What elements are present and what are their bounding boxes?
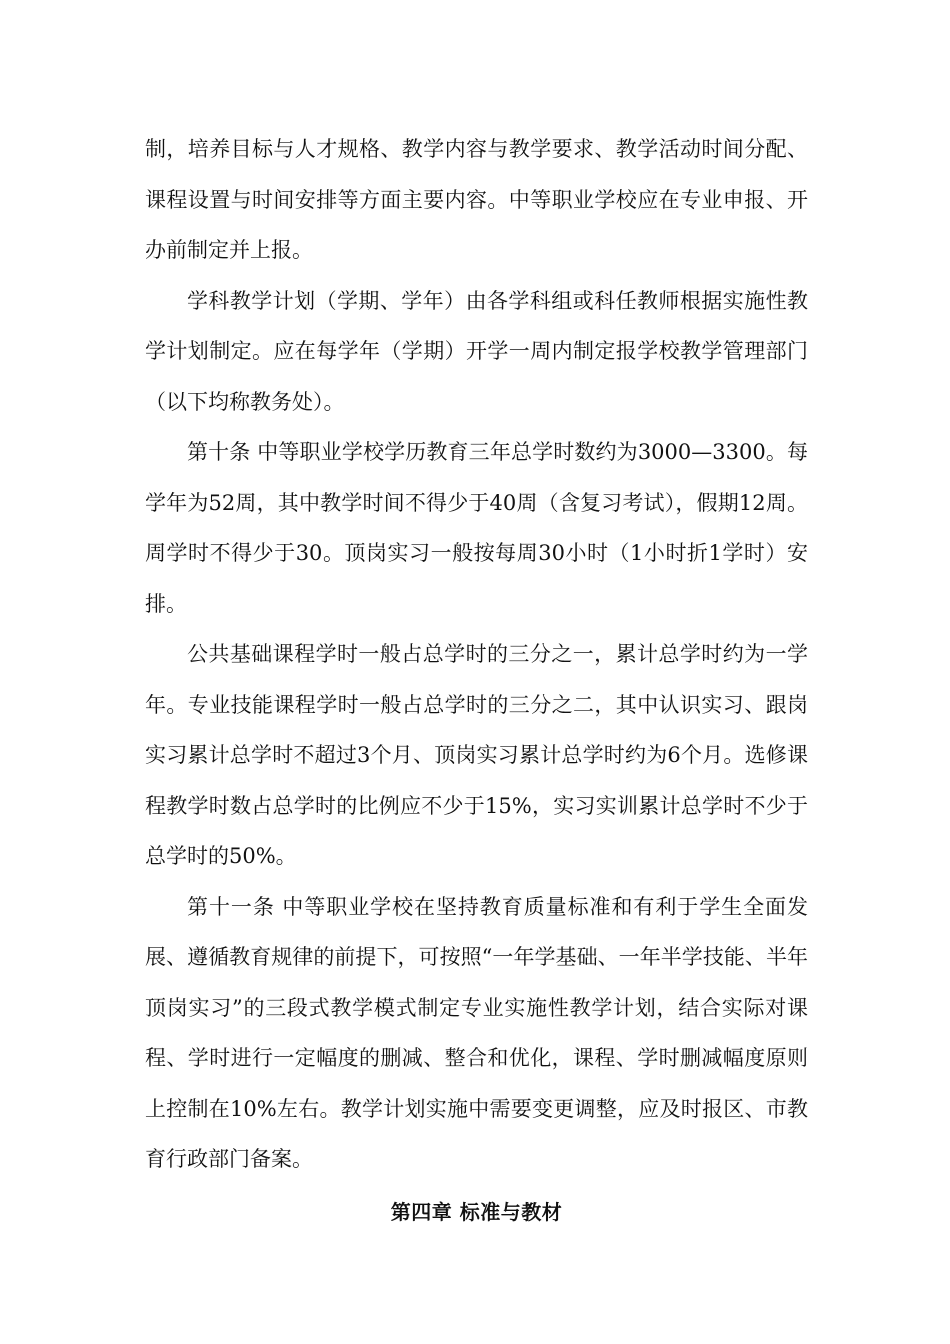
paragraph-article-11: 第十一条 中等职业学校在坚持教育质量标准和有利于学生全面发展、遵循教育规律的前提下，可按照“一年学基础、一年半学技能、半年顶岗实习”的三段式教学模式制定专业实施性教学计划，结合实际对课程、学时进行一定幅度的删减、整合和优化，课程、学时删减幅度原则上控制在10%左右。教学计划实施中需要变更调整，应及时报区、市教育行政部门备案。 xyxy=(145,894,808,1171)
chapter-heading: 第四章 标准与教材 xyxy=(390,1199,563,1224)
document-page xyxy=(145,124,808,1237)
paragraph-subject-teaching-plan: 学科教学计划（学期、学年）由各学科组或科任教师根据实施性教学计划制定。应在每学年（学期）开学一周内制定报学校教学管理部门（以下均称教务处）。 xyxy=(145,288,808,414)
paragraph-course-hours: 公共基础课程学时一般占总学时的三分之一，累计总学时约为一学年。专业技能课程学时一般占总学时的三分之二，其中认识实习、跟岗实习累计总学时不超过3个月、顶岗实习累计总学时约为6个月。选修课程教学时数占总学时的比例应不少于15%，实习实训累计总学时不少于总学时的50%。 xyxy=(145,642,808,868)
paragraph-article-10: 第十条 中等职业学校学历教育三年总学时数约为3000—3300。每学年为52周，其中教学时间不得少于40周（含复习考试），假期12周。周学时不得少于30。顶岗实习一般按每周30小时（1小时折1学时）安排。 xyxy=(145,440,808,616)
paragraph-curriculum-content: 制，培养目标与人才规格、教学内容与教学要求、教学活动时间分配、课程设置与时间安排等方面主要内容。中等职业学校应在专业申报、开办前制定并上报。 xyxy=(145,137,808,262)
